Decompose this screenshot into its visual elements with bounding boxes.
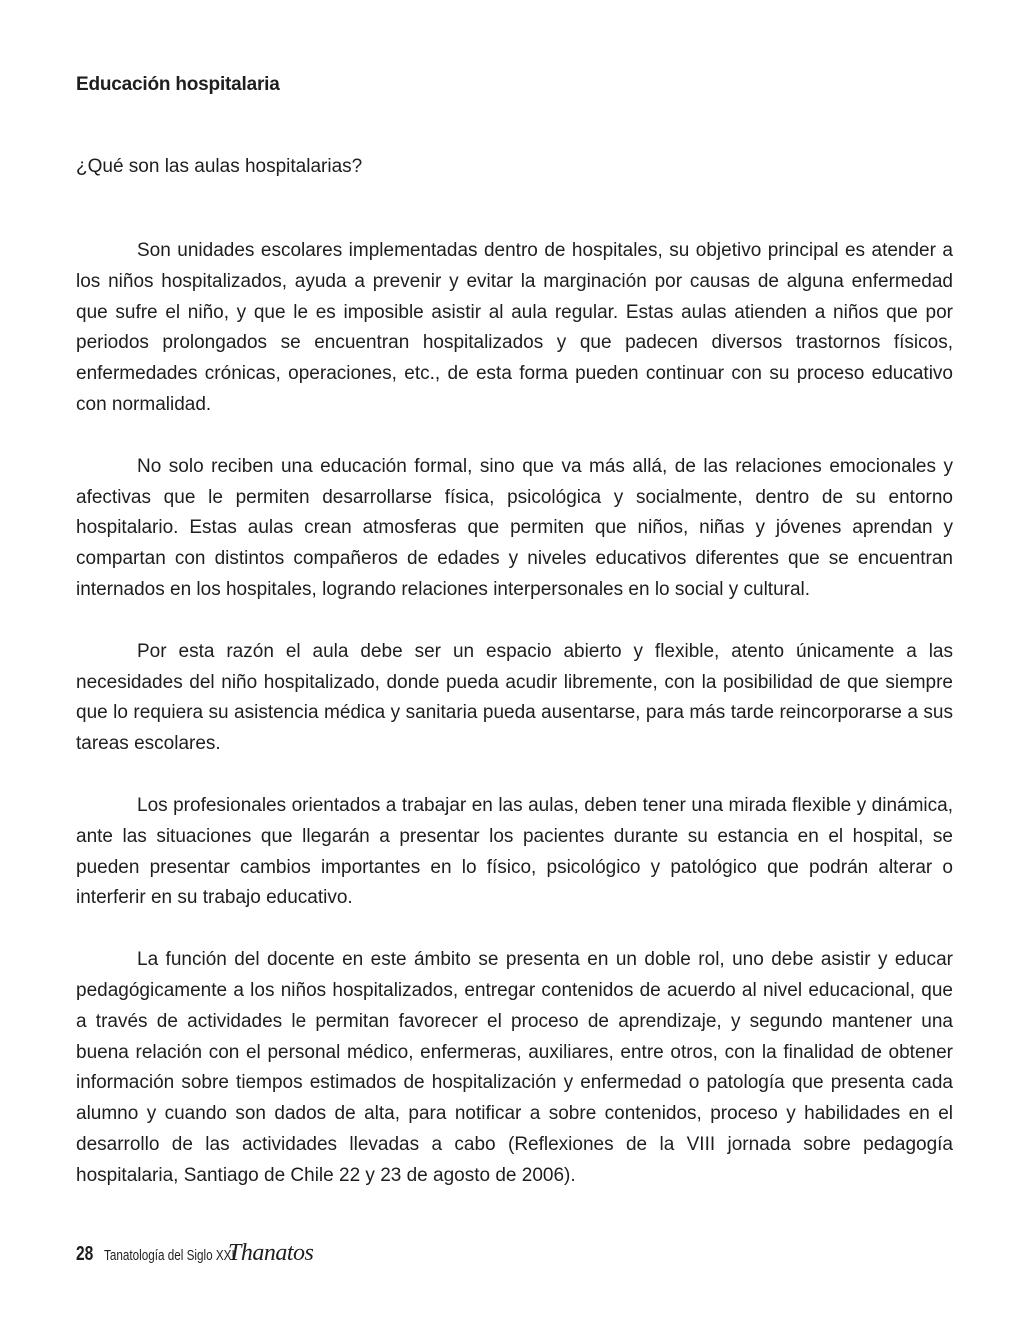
paragraph: No solo reciben una educación formal, sino que va más allá, de las relaciones emocionales y afectivas que le permiten desarrollarse física, psicológica y socialmente, dentro de su entorno hospitalario. Estas aulas crean atmosferas que permiten que niños, niñas y jóvenes aprendan y compartan con distintos compañeros de edades y niveles educativos diferentes que se encuentran internados en los hospitales, logrando relaciones interpersonales en lo social y cultural. bbox=[76, 455, 953, 600]
journal-logo: Thanatos bbox=[228, 1240, 314, 1266]
paragraph: Son unidades escolares implementadas dentro de hospitales, su objetivo principal es atender a los niños hospitalizados, ayuda a prevenir y evitar la marginación por causas de alguna enfermedad que sufre el niño, y que le es imposible asistir al aula regular. Estas aulas atienden a niños que por periodos prolongados se encuentran hospitalizados y que padecen diversos trastornos físicos, enfermedades crónicas, operaciones, etc., de esta forma pueden continuar con su proceso educativo con normalidad. bbox=[76, 240, 953, 415]
page-number: 28 bbox=[76, 1243, 94, 1265]
paragraph: Los profesionales orientados a trabajar en las aulas, deben tener una mirada flexible y dinámica, ante las situaciones que llegarán a presentar los pacientes durante su estancia en el hospital, se pueden presentar cambios importantes en lo físico, psicológico y patológico que podrán alterar o interferir en su trabajo educativo. bbox=[76, 794, 953, 909]
body-text bbox=[76, 236, 953, 1223]
section-title: Educación hospitalaria bbox=[76, 74, 280, 95]
paragraph: Por esta razón el aula debe ser un espacio abierto y flexible, atento únicamente a las necesidades del niño hospitalizado, donde pueda acudir libremente, con la posibilidad de que siempre que lo requiera su asistencia médica y sanitaria pueda ausentarse, para más tarde reincorporarse a sus tareas escolares. bbox=[76, 640, 953, 755]
section-question: ¿Qué son las aulas hospitalarias? bbox=[76, 156, 363, 177]
journal-name: Tanatología del Siglo XXI bbox=[104, 1247, 235, 1264]
page-footer bbox=[76, 1240, 313, 1270]
paragraph: La función del docente en este ámbito se presenta en un doble rol, uno debe asistir y educar pedagógicamente a los niños hospitalizados, entregar contenidos de acuerdo al nivel educacional, que a través de actividades le permitan favorecer el proceso de aprendizaje, y segundo mantener una buena relación con el personal médico, enfermeras, auxiliares, entre otros, con la finalidad de obtener información sobre tiempos estimados de hospitalización y enfermedad o patología que presenta cada alumno y cuando son dados de alta, para notificar a sobre contenidos, proceso y habilidades en el desarrollo de las actividades llevadas a cabo (Reflexiones de la VIII jornada sobre pedagogía hospitalaria, Santiago de Chile 22 y 23 de agosto de 2006). bbox=[76, 949, 953, 1186]
